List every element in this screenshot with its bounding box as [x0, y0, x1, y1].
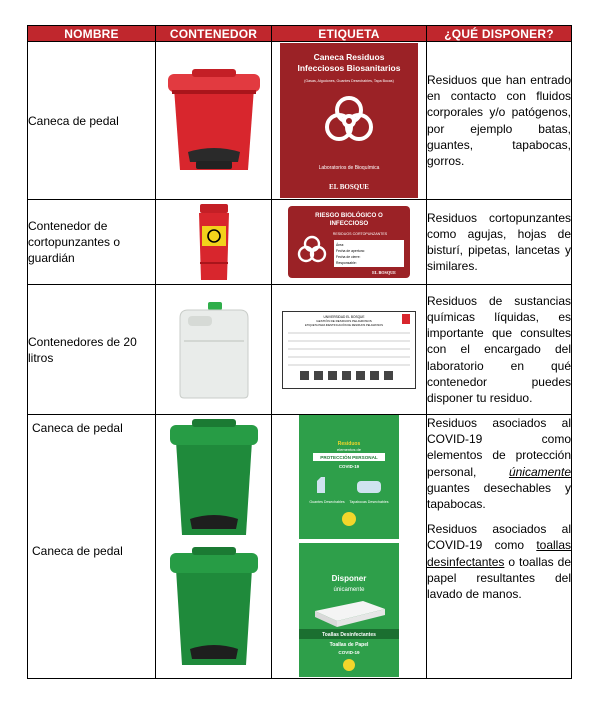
- sharps-field-responsable: Responsable:: [336, 261, 357, 265]
- green-bin-2: [170, 547, 258, 665]
- covid-badge-icon: [342, 512, 356, 526]
- chem-label-line3: ETIQUETA PARA IDENTIFICACIÓN DE RESIDUOS PELIGROSOS: [304, 323, 384, 327]
- label-title-line1: Caneca Residuos: [313, 52, 385, 62]
- label-cortopunzantes: [272, 200, 427, 285]
- header-nombre: NOMBRE: [28, 26, 156, 42]
- towel-band-1: Toallas Desinfectantes: [322, 632, 376, 638]
- header-etiqueta: ETIQUETA: [272, 26, 427, 42]
- container-image-sharps: [156, 200, 272, 285]
- label-subtitle: (Gasas, Algodones, Guantes Desechables, Tapa Bocas): [304, 79, 394, 83]
- covid-badge-icon: [343, 659, 355, 671]
- towel-band-3: COVID-19: [338, 650, 360, 655]
- chemical-label: [282, 311, 416, 389]
- sharps-field-area: Área:: [336, 243, 345, 247]
- row-description: Residuos cortopunzantes como agujas, hojas de bisturí, pipetas, lancetas y similares.: [427, 200, 572, 285]
- ppe-label-title-b: elementos de: [336, 447, 362, 452]
- el-bosque-logo: EL BOSQUE: [372, 270, 396, 275]
- sharps-label-title-2: INFECCIOSO: [329, 220, 369, 227]
- label-title-line2: Infecciosos Biosanitarios: [297, 63, 401, 73]
- row-description: Residuos de sustancias químicas líquidas, es importante que consultes con el encargado del laboratorio en qué contenedor puedes disponer tu residuo.: [427, 285, 572, 415]
- ppe-item-2: Tapabocas Desechables: [349, 500, 389, 504]
- row-description: Residuos que han entrado en contacto con fluidos corporales y/o patógenos, por ejemplo batas, guantes, tapabocas, gorros.: [427, 42, 572, 200]
- green-pedal-bins-icon: [162, 415, 266, 673]
- row-description: Residuos asociados al COVID-19 como elementos de protección personal, únicamente guantes desechables y tapabocas.: [427, 416, 571, 512]
- header-contenedor: CONTENEDOR: [156, 26, 272, 42]
- row-name-stack: [28, 415, 156, 679]
- towel-label-title-a: Disponer: [331, 574, 367, 583]
- mask-icon: [357, 481, 381, 493]
- label-quimicos: [272, 285, 427, 415]
- table-row: [28, 415, 572, 679]
- sharps-label-subtitle: RESIDUOS CORTOPUNZANTES: [332, 232, 388, 236]
- towel-label-title-b: únicamente: [333, 587, 365, 593]
- label-footer: Laboratorios de Bioquímica: [318, 165, 380, 171]
- table-header-row: [28, 26, 572, 42]
- container-image-jerrycan: [156, 285, 272, 415]
- chem-label-title: UNIVERSIDAD EL BOSQUE: [323, 314, 365, 319]
- ppe-label-title-c: PROTECCIÓN PERSONAL: [320, 455, 378, 460]
- emphasis-toallas-desinfectantes: toallas desinfectantes: [427, 538, 571, 569]
- emphasis-unicamente: únicamente: [508, 464, 571, 479]
- chem-label-line2: GESTIÓN DE RESIDUOS PELIGROSOS: [316, 318, 372, 323]
- row-description: Residuos asociados al COVID-19 como toallas desinfectantes o toallas de papel resultantes del lavado de manos.: [427, 522, 571, 602]
- label-biosanitarios: [272, 42, 427, 200]
- table-row: [28, 285, 572, 415]
- table-row: [28, 42, 572, 200]
- row-name: Caneca de pedal: [32, 544, 123, 558]
- red-pedal-bin-icon: [162, 66, 266, 176]
- sharps-label-title-1: RIESGO BIOLÓGICO O: [315, 212, 383, 219]
- row-name: Contenedor de cortopunzantes o guardián: [28, 200, 156, 285]
- green-bin-1: [170, 419, 258, 535]
- ppe-item-1: Guantes Desechables: [309, 500, 345, 504]
- ppe-label-title-d: COVID-19: [338, 464, 360, 469]
- jerrycan-icon: [174, 300, 254, 400]
- sharps-field-cierre: Fecha de cierre:: [336, 255, 361, 259]
- sharps-container-icon: [194, 202, 234, 282]
- row-name: Caneca de pedal: [32, 421, 123, 435]
- sharps-label: [288, 206, 410, 278]
- waste-disposal-table: [27, 25, 572, 679]
- towel-band-2: Toallas de Papel: [329, 642, 369, 648]
- el-bosque-logo: EL BOSQUE: [329, 183, 369, 191]
- ppe-label-title-a: Residuos: [337, 441, 361, 447]
- header-que-disponer: ¿QUÉ DISPONER?: [427, 26, 572, 42]
- container-image-red-pedal-bin: [156, 42, 272, 200]
- table-row: [28, 200, 572, 285]
- row-name: Contenedores de 20 litros: [28, 285, 156, 415]
- label-covid-stack: [272, 415, 427, 679]
- covid-labels: [299, 415, 399, 677]
- container-image-green-bins: [156, 415, 272, 679]
- sharps-field-apertura: Fecha de apertura:: [336, 249, 365, 253]
- row-name: Caneca de pedal: [28, 42, 156, 200]
- row-description-stack: [427, 415, 572, 679]
- biohazard-label: [280, 43, 418, 198]
